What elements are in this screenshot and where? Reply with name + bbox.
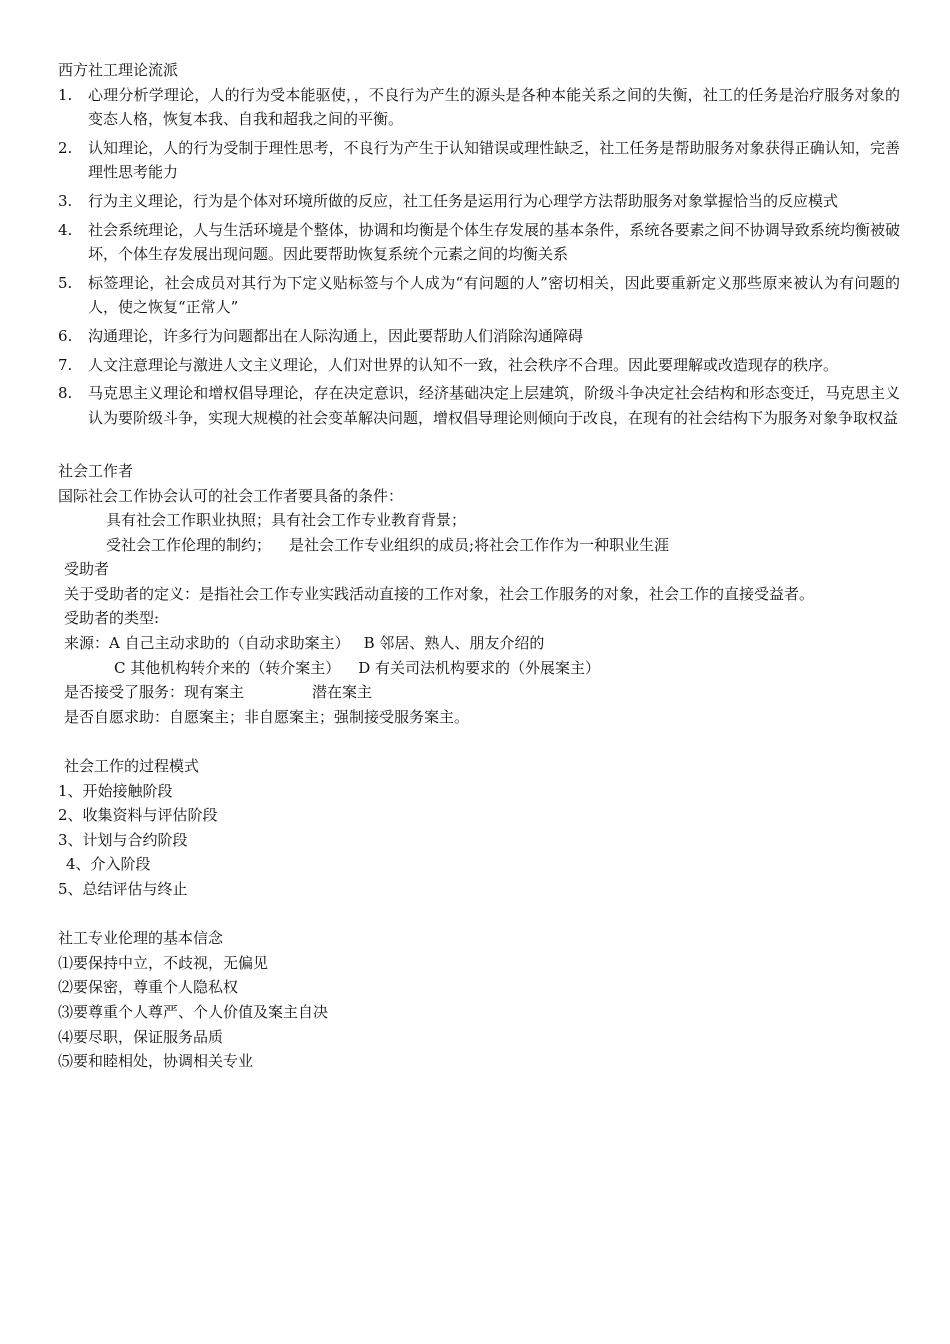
source-line-2 xyxy=(58,656,900,681)
section-title-social-worker: 社会工作者 xyxy=(58,461,134,480)
ethics-belief: ⑷要尽职，保证服务品质 xyxy=(58,1027,224,1046)
item-number: 5. xyxy=(58,273,73,292)
item-text: 人文注意理论与激进人文主义理论，人们对世界的认知不一致，社会秩序不合理。因此要理解或改造现存的秩序。 xyxy=(88,355,839,374)
process-step: 3、计划与合约阶段 xyxy=(58,830,188,849)
source-label: 来源： xyxy=(64,634,110,653)
served-label: 是否接受了服务：现有案主 xyxy=(64,683,245,702)
source-c: C 其他机构转介来的（转介案主） xyxy=(114,658,341,677)
item-text: 社会系统理论，人与生活环境是个整体，协调和均衡是个体生存发展的基本条件，系统各要素之间不协调导致系统均衡被破坏，个体生存发展出现问题。因此要帮助恢复系统个元素之间的均衡关系 xyxy=(88,220,900,264)
section-title-recipient: 受助者 xyxy=(64,560,110,579)
item-text: 标签理论，社会成员对其行为下定义贴标签与个人成为“有问题的人”密切相关，因此要重新定义那些原来被认为有问题的人，使之恢复“正常人” xyxy=(88,273,900,317)
theories-list xyxy=(58,83,900,431)
process-step: 4、介入阶段 xyxy=(66,855,151,874)
source-b: B 邻居、熟人、朋友介绍的 xyxy=(363,634,545,653)
list-item xyxy=(58,271,900,320)
spacer xyxy=(58,902,900,927)
source-line-1 xyxy=(58,631,900,656)
list-item xyxy=(58,381,900,430)
item-text: 认知理论，人的行为受制于理性思考，不良行为产生于认知错误或理性缺乏，社工任务是帮助服务对象获得正确认知，完善理性思考能力 xyxy=(88,138,900,182)
condition-line-1: 具有社会工作职业执照；具有社会工作专业教育背景； xyxy=(106,511,467,530)
condition-membership: 是社会工作专业组织的成员;将社会工作作为一种职业生涯 xyxy=(289,535,670,554)
list-item xyxy=(58,218,900,267)
served-potential: 潜在案主 xyxy=(312,683,373,702)
ethics-belief: ⑶要尊重个人尊严、个人价值及案主自决 xyxy=(58,1002,329,1021)
social-worker-intro: 国际社会工作协会认可的社会工作者要具备的条件： xyxy=(58,486,404,505)
item-number: 8. xyxy=(58,384,73,403)
source-d: D 有关司法机构要求的（外展案主） xyxy=(358,658,601,677)
spacer xyxy=(58,729,900,754)
item-text: 沟通理论，许多行为问题都出在人际沟通上，因此要帮助人们消除沟通障碍 xyxy=(88,326,584,345)
section-title-process: 社会工作的过程模式 xyxy=(64,757,200,776)
voluntary-line: 是否自愿求助：自愿案主；非自愿案主；强制接受服务案主。 xyxy=(64,707,470,726)
source-a: A 自己主动求助的（自动求助案主） xyxy=(109,634,350,653)
item-number: 7. xyxy=(58,355,73,374)
item-number: 3. xyxy=(58,191,73,210)
item-number: 4. xyxy=(58,220,73,239)
served-line xyxy=(58,680,900,705)
item-number: 1. xyxy=(58,85,73,104)
recipient-definition: 关于受助者的定义：是指社会工作专业实践活动直接的工作对象，社会工作服务的对象，社会工作的直接受益者。 xyxy=(64,584,815,603)
process-step: 2、收集资料与评估阶段 xyxy=(58,806,218,825)
section-title-theories: 西方社工理论流派 xyxy=(58,61,179,79)
list-item xyxy=(58,324,900,349)
list-item xyxy=(58,83,900,132)
ethics-belief: ⑸要和睦相处，协调相关专业 xyxy=(58,1052,254,1071)
item-number: 2. xyxy=(58,138,73,157)
item-text: 马克思主义理论和增权倡导理论，存在决定意识，经济基础决定上层建筑，阶级斗争决定社会结构和形态变迁，马克思主义认为要阶级斗争，实现大规模的社会变革解决问题，增权倡导理论则倾向于改良，在现有的社会结构下为服务对象争取权益 xyxy=(88,384,900,427)
list-item xyxy=(58,189,900,214)
condition-line-2 xyxy=(58,533,900,558)
condition-ethics: 受社会工作伦理的制约； xyxy=(106,535,272,554)
item-number: 6. xyxy=(58,326,73,345)
ethics-belief: ⑵要保密，尊重个人隐私权 xyxy=(58,978,239,997)
ethics-belief: ⑴要保持中立，不歧视，无偏见 xyxy=(58,953,269,972)
spacer xyxy=(58,434,900,459)
section-title-ethics: 社工专业伦理的基本信念 xyxy=(58,929,224,948)
list-item xyxy=(58,353,900,378)
list-item xyxy=(58,136,900,185)
document-page xyxy=(58,58,900,1074)
item-text: 心理分析学理论，人的行为受本能驱使，，不良行为产生的源头是各种本能关系之间的失衡，社工的任务是治疗服务对象的变态人格，恢复本我、自我和超我之间的平衡。 xyxy=(88,85,900,129)
recipient-types-title: 受助者的类型: xyxy=(64,609,160,628)
item-text: 行为主义理论，行为是个体对环境所做的反应，社工任务是运用行为心理学方法帮助服务对象掌握恰当的反应模式 xyxy=(88,191,839,210)
process-step: 1、开始接触阶段 xyxy=(58,781,173,800)
process-step: 5、总结评估与终止 xyxy=(58,880,188,898)
